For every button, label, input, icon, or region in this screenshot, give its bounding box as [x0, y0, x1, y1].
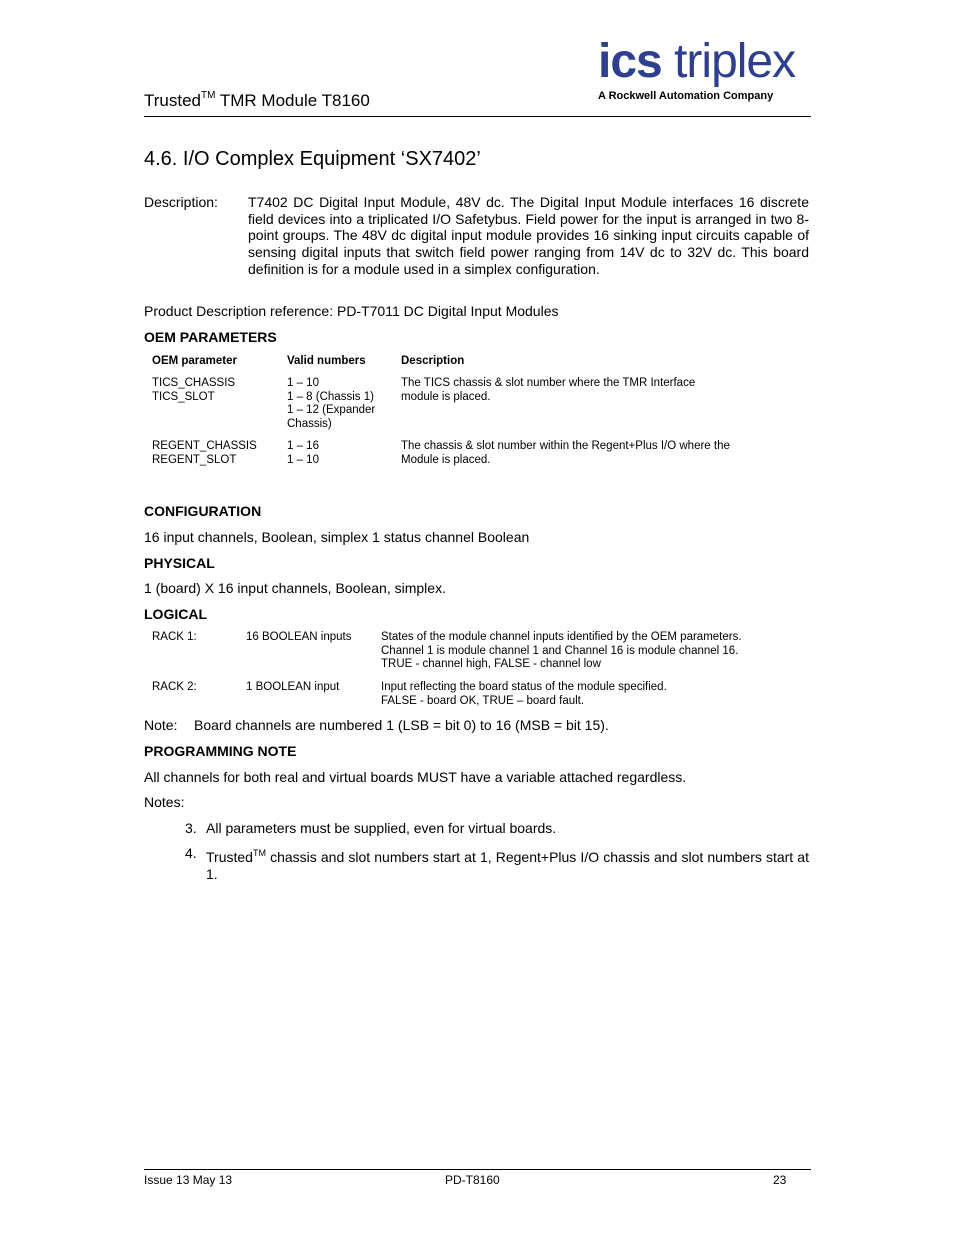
document-title	[144, 90, 370, 111]
logo-ics: ics	[598, 35, 662, 88]
programming-text: All channels for both real and virtual boards MUST have a variable attached regardless.	[144, 769, 687, 785]
oem-row-1-param	[152, 377, 235, 404]
param-text: TICS_SLOT	[152, 390, 215, 403]
note-item-3-num: 3.	[185, 820, 197, 836]
oem-col-desc: Description	[401, 355, 465, 367]
note-text: Board channels are numbered 1 (LSB = bit 0) to 16 (MSB = bit 15).	[194, 717, 609, 733]
param-text: TICS_CHASSIS	[152, 377, 236, 389]
item4-prefix: Trusted	[206, 849, 253, 865]
desc-text: Module is placed.	[401, 453, 491, 466]
valid-text: Chassis)	[287, 417, 332, 430]
notes-label: Notes:	[144, 794, 185, 810]
logical-desc-2	[381, 681, 667, 708]
trademark-sup: TM	[201, 90, 216, 101]
logical-rack-1: RACK 1:	[152, 631, 197, 643]
oem-row-2-param	[152, 440, 257, 467]
note-label: Note:	[144, 717, 178, 733]
logical-type-2: 1 BOOLEAN input	[246, 681, 340, 693]
valid-text: 1 – 16	[287, 440, 319, 452]
programming-heading: PROGRAMMING NOTE	[144, 743, 297, 759]
configuration-text: 16 input channels, Boolean, simplex 1 status channel Boolean	[144, 529, 530, 545]
footer-doc-id: PD-T8160	[445, 1173, 500, 1187]
oem-row-1-valid	[287, 377, 375, 431]
desc-text: module is placed.	[401, 390, 491, 403]
logo-triplex: triplex	[674, 35, 796, 88]
logo-wordmark	[598, 36, 812, 88]
title-prefix: Trusted	[144, 91, 202, 110]
item4-body: chassis and slot numbers start at 1, Regent+Plus I/O chassis and slot numbers start at 1.	[206, 849, 809, 882]
footer-issue: Issue 13 May 13	[144, 1173, 233, 1187]
oem-row-2-desc	[401, 440, 730, 467]
desc-text: Channel 1 is module channel 1 and Channel 16 is module channel 16.	[381, 644, 739, 657]
valid-text: 1 – 10	[287, 453, 319, 466]
physical-text: 1 (board) X 16 input channels, Boolean, simplex.	[144, 580, 446, 596]
header-rule	[144, 116, 811, 117]
title-suffix: TMR Module T8160	[215, 91, 370, 110]
param-text: REGENT_CHASSIS	[152, 440, 257, 452]
trademark-sup: TM	[252, 848, 266, 858]
valid-text: 1 – 12 (Expander	[287, 404, 376, 416]
logical-rack-2: RACK 2:	[152, 681, 197, 693]
section-title: 4.6. I/O Complex Equipment ‘SX7402’	[144, 148, 481, 170]
note-item-3-text: All parameters must be supplied, even for virtual boards.	[206, 820, 557, 836]
oem-heading: OEM PARAMETERS	[144, 329, 277, 345]
desc-text: The chassis & slot number within the Regent+Plus I/O where the	[401, 440, 730, 452]
footer-rule	[144, 1169, 811, 1170]
footer-page-number: 23	[773, 1173, 787, 1187]
oem-col-valid: Valid numbers	[287, 355, 366, 367]
oem-col-param: OEM parameter	[152, 355, 238, 367]
valid-text: 1 – 10	[287, 377, 319, 389]
oem-row-2-valid	[287, 440, 319, 467]
desc-text: FALSE - board OK, TRUE – board fault.	[381, 694, 585, 707]
oem-row-1-desc	[401, 377, 695, 404]
physical-heading: PHYSICAL	[144, 555, 215, 571]
desc-text: TRUE - channel high, FALSE - channel low	[381, 658, 601, 670]
logical-desc-1	[381, 631, 742, 672]
param-text: REGENT_SLOT	[152, 453, 237, 466]
description-text: T7402 DC Digital Input Module, 48V dc. The Digital Input Module interfaces 16 discrete field devices into a triplicated I/O Safetybus. Field power for the input is arranged in two 8-point groups. The 48V dc digital input module provides 16 sinking input circuits capable of sensing digital inputs that switch field power ranging from 14V dc to 32V dc. This board definition is for a module used in a simplex configuration.	[248, 194, 809, 277]
note-item-4-num: 4.	[185, 845, 197, 861]
valid-text: 1 – 8 (Chassis 1)	[287, 390, 374, 403]
ics-triplex-logo	[598, 36, 812, 102]
logo-subtitle: A Rockwell Automation Company	[598, 90, 774, 102]
product-reference: Product Description reference: PD-T7011 DC Digital Input Modules	[144, 303, 559, 319]
logical-type-1: 16 BOOLEAN inputs	[246, 631, 352, 643]
description-label: Description:	[144, 194, 218, 210]
logical-heading: LOGICAL	[144, 606, 207, 622]
configuration-heading: CONFIGURATION	[144, 503, 262, 519]
desc-text: Input reflecting the board status of the module specified.	[381, 681, 667, 693]
desc-text: States of the module channel inputs identified by the OEM parameters.	[381, 631, 742, 643]
desc-text: The TICS chassis & slot number where the TMR Interface	[401, 377, 696, 389]
note-item-4-text	[206, 845, 809, 883]
